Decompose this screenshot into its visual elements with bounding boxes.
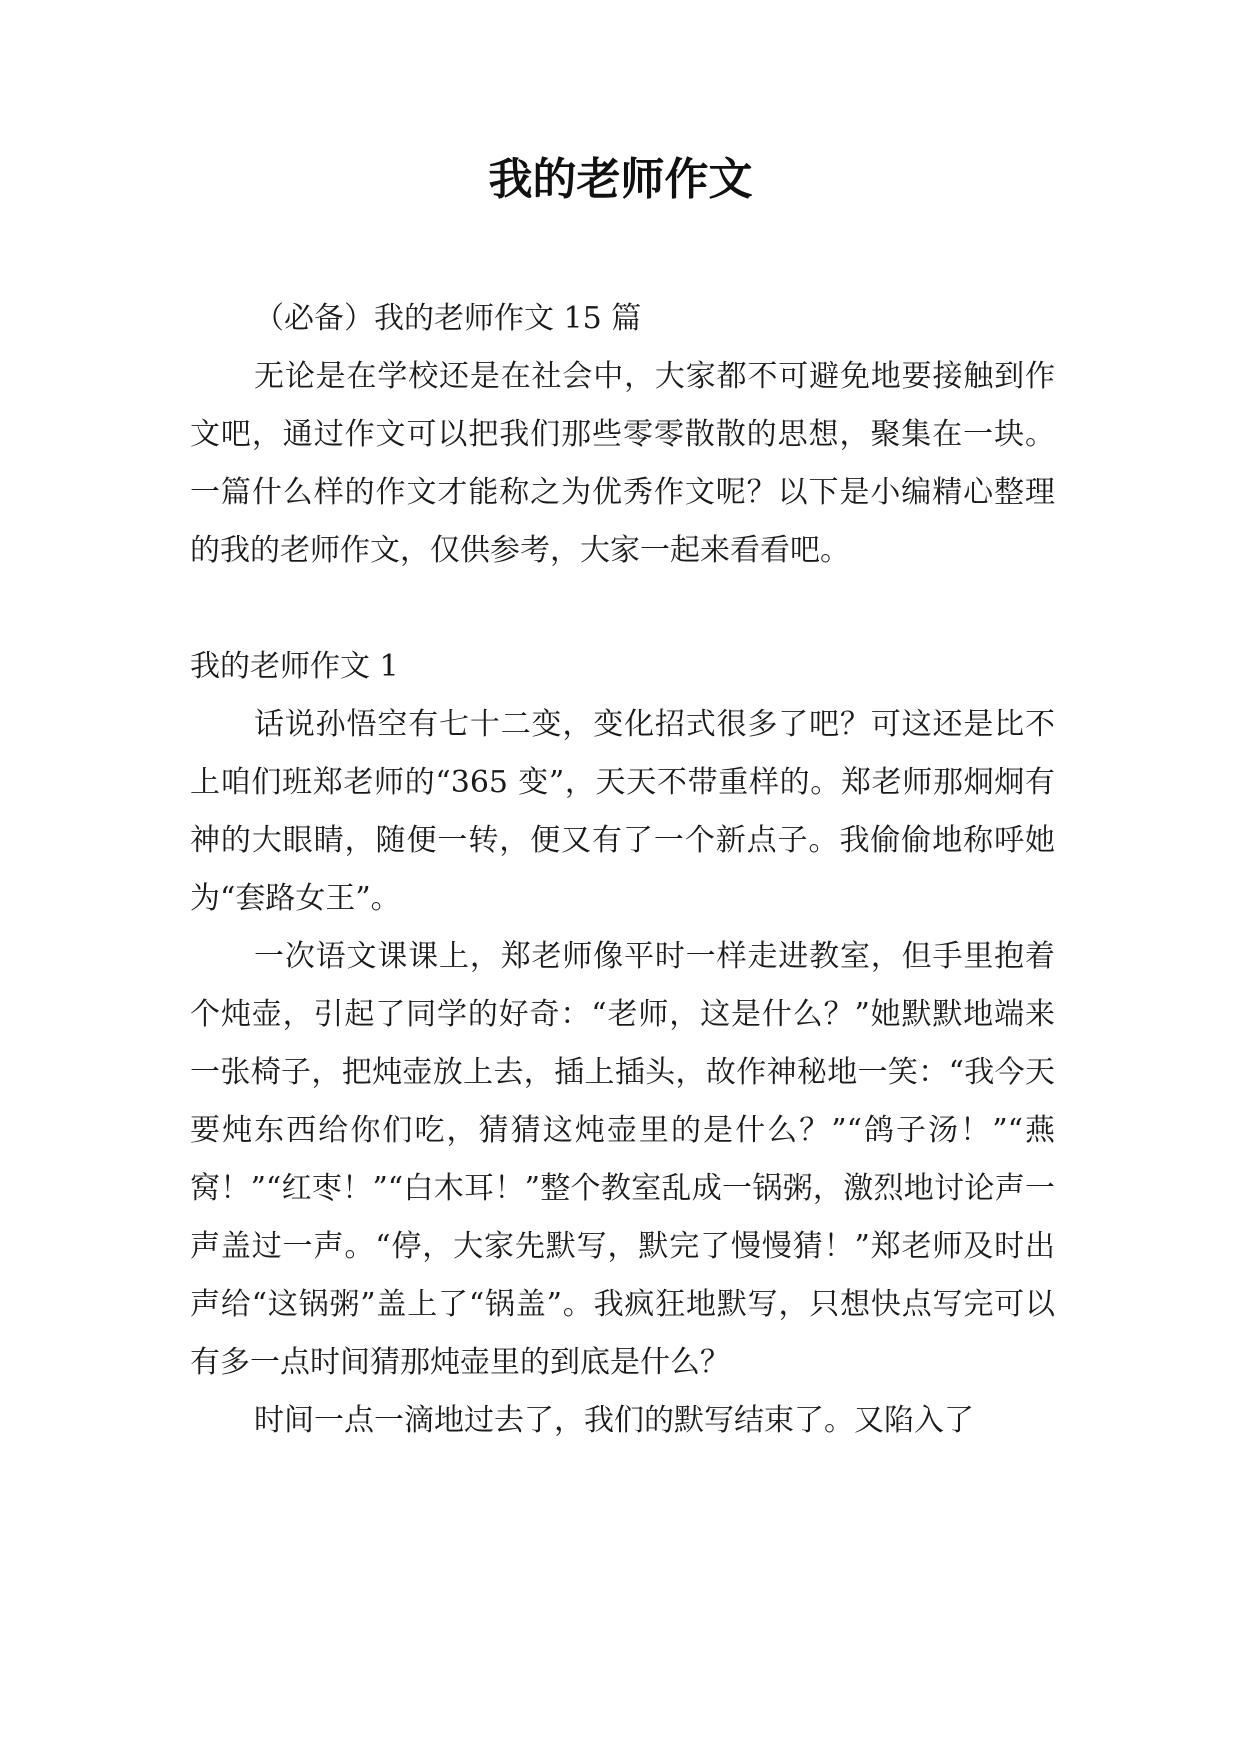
body-paragraph: 时间一点一滴地过去了，我们的默写结束了。又陷入了 [254,1403,974,1438]
document-body [190,290,1055,1450]
document-subtitle: （必备）我的老师作文 15 篇 [254,301,642,336]
section-heading: 我的老师作文 1 [190,649,399,684]
intro-paragraph: 无论是在学校还是在社会中，大家都不可避免地要接触到作文吧，通过作文可以把我们那些零零散散的思想，聚集在一块。一篇什么样的作文才能称之为优秀作文呢？以下是小编精心整理的我的老师作文，仅供参考，大家一起来看看吧。 [190,359,1055,568]
document-title: 我的老师作文 [488,154,753,205]
body-paragraph: 一次语文课课上，郑老师像平时一样走进教室，但手里抱着个炖壶，引起了同学的好奇：“老师，这是什么？”她默默地端来一张椅子，把炖壶放上去，插上插头，故作神秘地一笑：“我今天要炖东西给你们吃，猜猜这炖壶里的是什么？”“鸽子汤！”“燕窝！”“红枣！”“白木耳！”整个教室乱成一锅粥，激烈地讨论声一声盖过一声。“停，大家先默写，默完了慢慢猜！”郑老师及时出声给“这锅粥”盖上了“锅盖”。我疯狂地默写，只想快点写完可以有多一点时间猜那炖壶里的到底是什么？ [190,939,1055,1380]
body-paragraph: 话说孙悟空有七十二变，变化招式很多了吧？可这还是比不上咱们班郑老师的“365 变”，天天不带重样的。郑老师那炯炯有神的大眼睛，随便一转，便又有了一个新点子。我偷偷地称呼她为“套路女王”。 [190,707,1055,916]
